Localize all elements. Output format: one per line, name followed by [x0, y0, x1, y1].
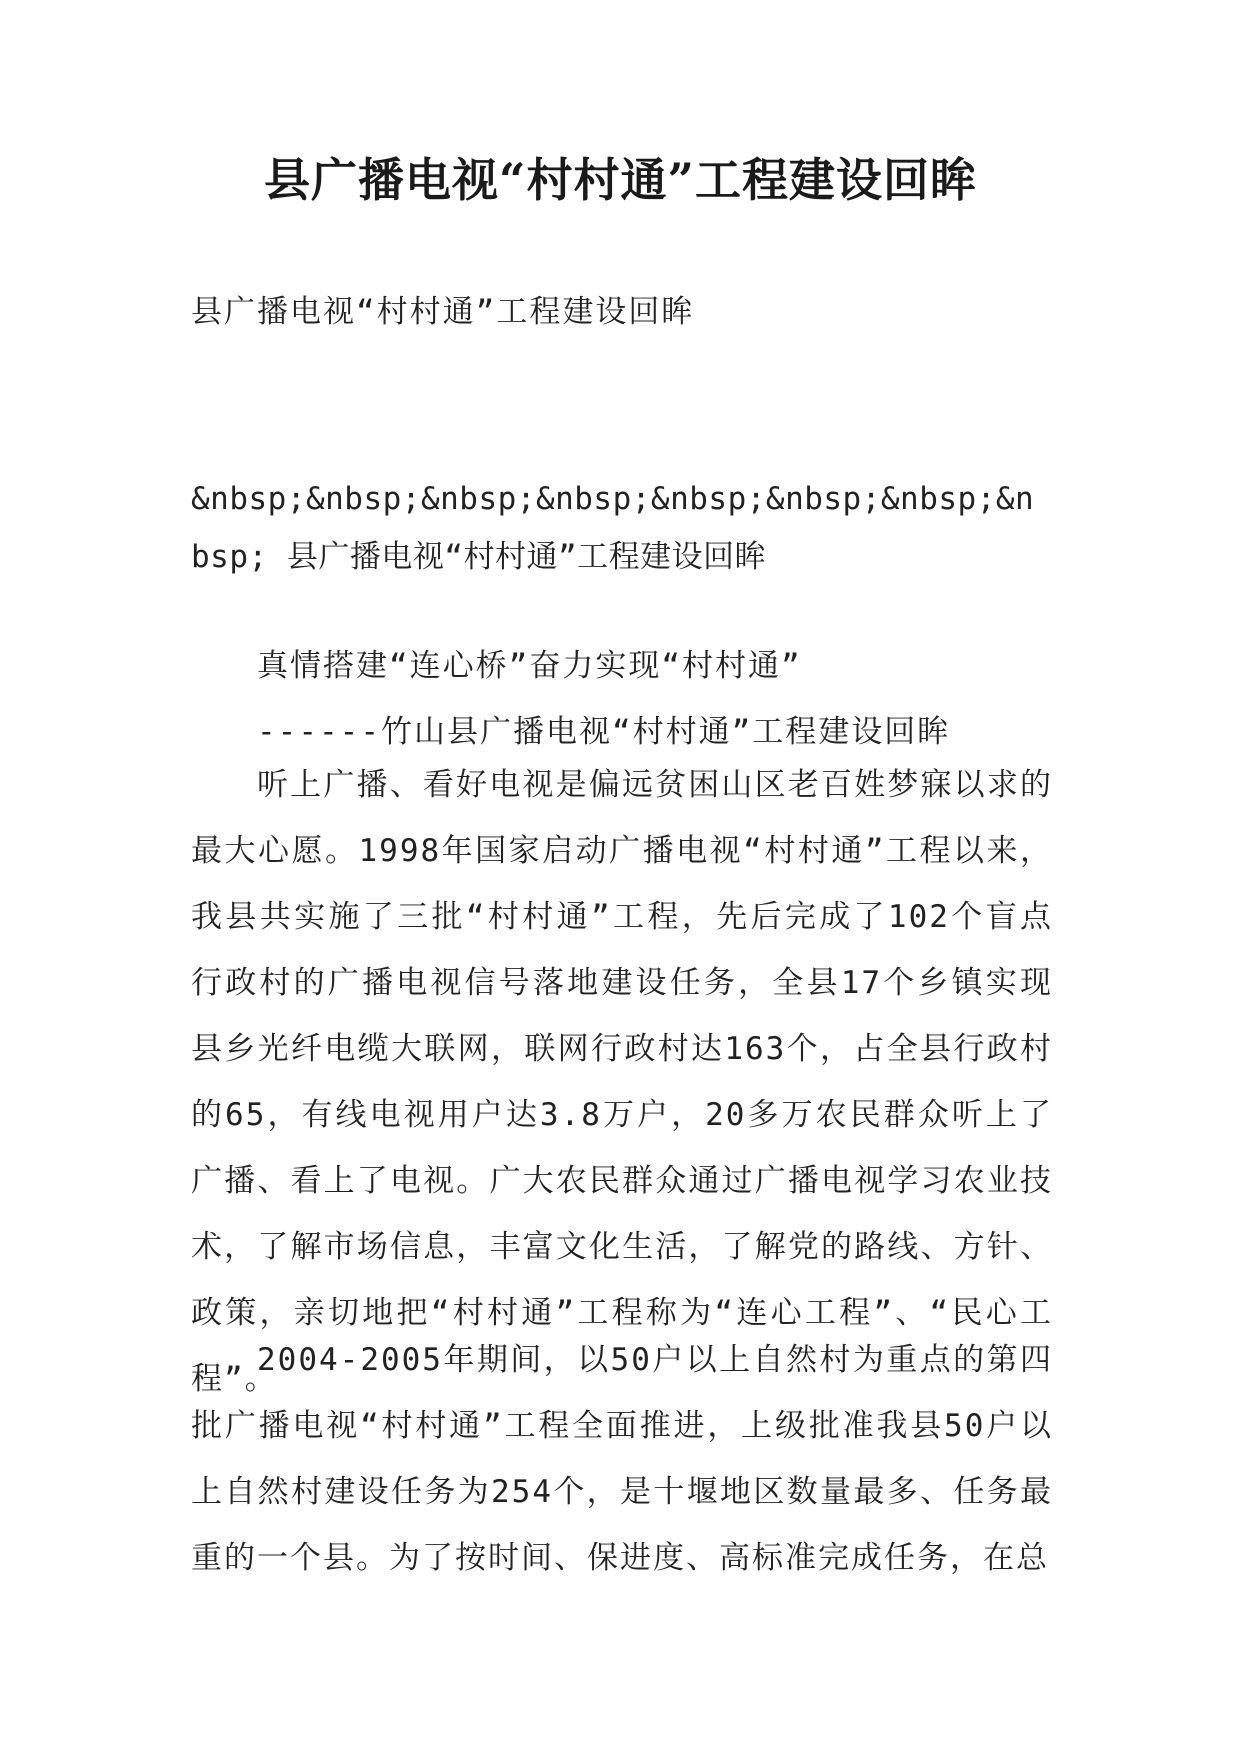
document-subtitle: 县广播电视“村村通”工程建设回眸 [191, 294, 695, 330]
nbsp-paragraph: &nbsp;&nbsp;&nbsp;&nbsp;&nbsp;&nbsp;&nbsp;&nbsp; 县广播电视“村村通”工程建设回眸 [191, 481, 1035, 575]
document-title: 县广播电视“村村通”工程建设回眸 [264, 153, 977, 207]
body-paragraph-2: 2004-2005年期间，以50户以上自然村为重点的第四批广播电视“村村通”工程全面推进，上级批准我县50户以上自然村建设任务为254个，是十堰地区数量最多、任务最重的一个县。为了按时间、保进度、高标准完成任务，在总 [191, 1342, 1053, 1576]
article-heading: 真情搭建“连心桥”奋力实现“村村通” [257, 648, 802, 684]
article-subheading: ------竹山县广播电视“村村通”工程建设回眸 [257, 714, 951, 750]
body-paragraph-1: 听上广播、看好电视是偏远贫困山区老百姓梦寐以求的最大心愿。1998年国家启动广播电视“村村通”工程以来，我县共实施了三批“村村通”工程，先后完成了102个盲点行政村的广播电视信号落地建设任务，全县17个乡镇实现县乡光纤电缆大联网，联网行政村达163个，占全县行政村的65，有线电视用户达3.8万户，20多万农民群众听上了广播、看上了电视。广大农民群众通过广播电视学习农业技术，了解市场信息，丰富文化生活，了解党的路线、方针、政策，亲切地把“村村通”工程称为“连心工程”、“民心工程”。 [191, 767, 1053, 1397]
